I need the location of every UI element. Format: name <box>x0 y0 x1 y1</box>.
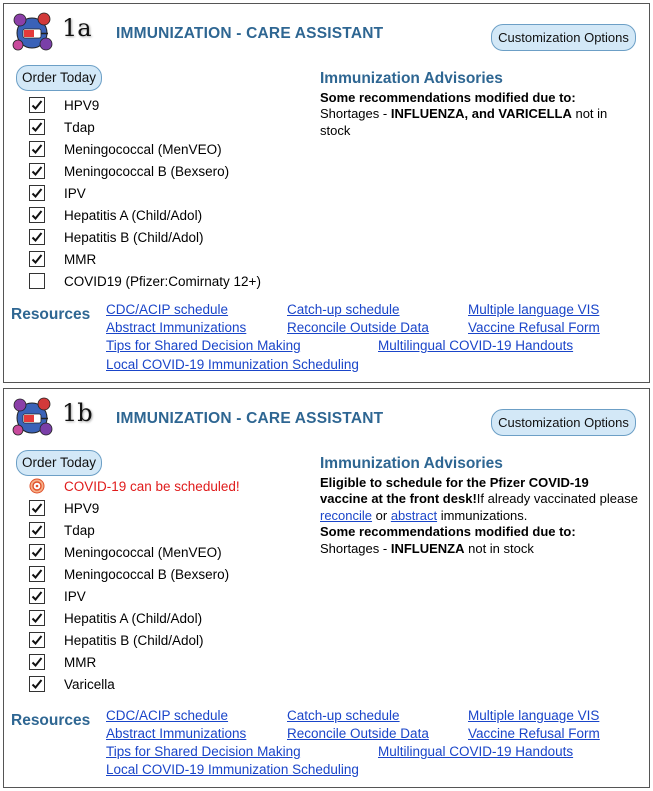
immunization-advisories <box>320 456 640 557</box>
checkmark-icon <box>31 143 43 155</box>
eligible-statement: Eligible to schedule for the Pfizer COVID-19 vaccine at the front desk! <box>320 474 589 506</box>
checkmark-icon <box>31 165 43 177</box>
order-today-button[interactable]: Order Today <box>16 65 102 91</box>
alert-icon <box>29 478 45 494</box>
advisory-modified-text: Some recommendations modified due to: <box>320 89 576 105</box>
vaccine-label: IPV <box>64 185 86 201</box>
shortages-prefix: Shortages - <box>320 540 391 556</box>
eligibility-text <box>320 475 640 525</box>
checkmark-icon <box>31 656 43 668</box>
vaccine-checkbox[interactable] <box>29 119 45 135</box>
shortages-suffix: not in stock <box>464 540 534 556</box>
vaccine-checkbox[interactable] <box>29 163 45 179</box>
catch-up-schedule-link[interactable]: Catch-up schedule <box>287 302 400 317</box>
panel-1a <box>3 3 650 383</box>
vaccine-refusal-form-link[interactable]: Vaccine Refusal Form <box>468 726 600 741</box>
shortages-items: INFLUENZA, and VARICELLA <box>390 106 572 121</box>
local-covid-scheduling-link[interactable]: Local COVID-19 Immunization Scheduling <box>106 762 359 777</box>
vaccine-checkbox[interactable] <box>29 676 45 692</box>
checkmark-icon <box>31 612 43 624</box>
panel-label: 1a <box>62 14 92 42</box>
abstract-link[interactable]: abstract <box>390 507 438 523</box>
shortages-line <box>320 541 640 558</box>
vaccine-row <box>29 673 240 695</box>
shortages-prefix: Shortages - <box>320 106 391 121</box>
page-title: IMMUNIZATION - CARE ASSISTANT <box>116 410 384 427</box>
checkmark-icon <box>31 121 43 133</box>
vaccine-refusal-form-link[interactable]: Vaccine Refusal Form <box>468 320 600 335</box>
vaccine-checkbox[interactable] <box>29 273 45 289</box>
vaccine-row <box>29 116 261 138</box>
checkmark-icon <box>31 187 43 199</box>
checkmark-icon <box>31 678 43 690</box>
vaccine-label: HPV9 <box>64 97 100 113</box>
vaccine-label: Hepatitis B (Child/Adol) <box>64 229 204 245</box>
vaccine-checkbox[interactable] <box>29 185 45 201</box>
shortages-line <box>320 106 640 139</box>
covid-alert-row <box>29 475 240 497</box>
vaccine-logo-icon <box>11 396 53 438</box>
checkmark-icon <box>31 546 43 558</box>
catch-up-schedule-link[interactable]: Catch-up schedule <box>287 708 400 723</box>
vaccine-list <box>29 94 261 292</box>
vaccine-row <box>29 270 261 292</box>
vaccine-label: COVID19 (Pfizer:Comirnaty 12+) <box>64 273 261 289</box>
customization-options-button[interactable]: Customization Options <box>491 24 636 51</box>
vaccine-checkbox[interactable] <box>29 610 45 626</box>
vaccine-row <box>29 651 240 673</box>
reconcile-outside-data-link[interactable]: Reconcile Outside Data <box>287 726 429 741</box>
reconcile-link[interactable]: reconcile <box>320 507 373 523</box>
vaccine-label: Varicella <box>64 676 115 692</box>
shortages-items: INFLUENZA <box>390 540 465 556</box>
vaccine-row <box>29 138 261 160</box>
vaccine-row <box>29 182 261 204</box>
resources-label: Resources <box>11 306 91 323</box>
vaccine-label: MMR <box>64 251 97 267</box>
immunizations-text: immunizations. <box>437 507 528 523</box>
shortages-suffix: not in stock <box>320 106 608 138</box>
checkmark-icon <box>31 502 43 514</box>
vaccine-row <box>29 607 240 629</box>
local-covid-scheduling-link[interactable]: Local COVID-19 Immunization Scheduling <box>106 357 359 372</box>
vaccine-checkbox[interactable] <box>29 588 45 604</box>
vaccine-checkbox[interactable] <box>29 566 45 582</box>
vaccine-label: IPV <box>64 588 86 604</box>
vaccine-checkbox[interactable] <box>29 544 45 560</box>
vaccine-row <box>29 519 240 541</box>
checkmark-icon <box>31 231 43 243</box>
vaccine-checkbox[interactable] <box>29 500 45 516</box>
vaccine-label: Meningococcal (MenVEO) <box>64 141 222 157</box>
checkmark-icon <box>31 590 43 602</box>
checkmark-icon <box>31 634 43 646</box>
resources-label: Resources <box>11 712 91 729</box>
vaccine-logo-icon <box>11 11 53 53</box>
order-today-button[interactable]: Order Today <box>16 450 102 476</box>
vaccine-label: Meningococcal B (Bexsero) <box>64 163 230 179</box>
vaccine-label: Hepatitis A (Child/Adol) <box>64 207 203 223</box>
vaccine-row <box>29 94 261 116</box>
cdc-acip-schedule-link[interactable]: CDC/ACIP schedule <box>106 302 229 317</box>
immunization-advisories <box>320 71 640 139</box>
multiple-language-vis-link[interactable]: Multiple language VIS <box>468 302 600 317</box>
vaccine-row <box>29 585 240 607</box>
vaccine-row <box>29 497 240 519</box>
reconcile-outside-data-link[interactable]: Reconcile Outside Data <box>287 320 429 335</box>
vaccine-label: Meningococcal (MenVEO) <box>64 544 222 560</box>
covid-handouts-link[interactable]: Multilingual COVID-19 Handouts <box>378 338 574 353</box>
covid-alert-text: COVID-19 can be scheduled! <box>64 478 240 494</box>
vaccine-label: Hepatitis B (Child/Adol) <box>64 632 204 648</box>
vaccine-label: HPV9 <box>64 500 100 516</box>
checkmark-icon <box>31 209 43 221</box>
vaccine-row <box>29 204 261 226</box>
vaccinated-text: If already vaccinated please <box>476 491 638 506</box>
vaccine-row <box>29 541 240 563</box>
page-title: IMMUNIZATION - CARE ASSISTANT <box>116 25 384 42</box>
vaccine-checkbox[interactable] <box>29 229 45 245</box>
checkmark-icon <box>31 253 43 265</box>
abstract-immunizations-link[interactable]: Abstract Immunizations <box>106 320 247 335</box>
vaccine-row <box>29 226 261 248</box>
panel-1b <box>3 388 650 788</box>
vaccine-label: MMR <box>64 654 97 670</box>
panel-label: 1b <box>62 399 93 427</box>
vaccine-checkbox[interactable] <box>29 632 45 648</box>
customization-options-button[interactable]: Customization Options <box>491 409 636 436</box>
cdc-acip-schedule-link[interactable]: CDC/ACIP schedule <box>106 708 229 723</box>
vaccine-label: Tdap <box>64 522 95 538</box>
vaccine-row <box>29 160 261 182</box>
vaccine-label: Tdap <box>64 119 95 135</box>
vaccine-checkbox[interactable] <box>29 654 45 670</box>
or-text: or <box>372 507 391 523</box>
vaccine-list <box>29 475 240 695</box>
vaccine-row <box>29 563 240 585</box>
shared-decision-making-link[interactable]: Tips for Shared Decision Making <box>106 338 301 353</box>
advisory-modified-text: Some recommendations modified due to: <box>320 524 576 539</box>
shared-decision-making-link[interactable]: Tips for Shared Decision Making <box>106 744 301 759</box>
advisories-title: Immunization Advisories <box>320 70 503 87</box>
vaccine-row <box>29 248 261 270</box>
checkmark-icon <box>31 524 43 536</box>
vaccine-checkbox[interactable] <box>29 207 45 223</box>
vaccine-checkbox[interactable] <box>29 141 45 157</box>
vaccine-checkbox[interactable] <box>29 97 45 113</box>
checkmark-icon <box>31 568 43 580</box>
covid-handouts-link[interactable]: Multilingual COVID-19 Handouts <box>378 744 574 759</box>
vaccine-label: Meningococcal B (Bexsero) <box>64 566 230 582</box>
checkmark-icon <box>31 99 43 111</box>
vaccine-label: Hepatitis A (Child/Adol) <box>64 610 203 626</box>
vaccine-checkbox[interactable] <box>29 251 45 267</box>
vaccine-checkbox[interactable] <box>29 522 45 538</box>
abstract-immunizations-link[interactable]: Abstract Immunizations <box>106 726 247 741</box>
vaccine-row <box>29 629 240 651</box>
advisories-title: Immunization Advisories <box>320 455 503 472</box>
multiple-language-vis-link[interactable]: Multiple language VIS <box>468 708 600 723</box>
